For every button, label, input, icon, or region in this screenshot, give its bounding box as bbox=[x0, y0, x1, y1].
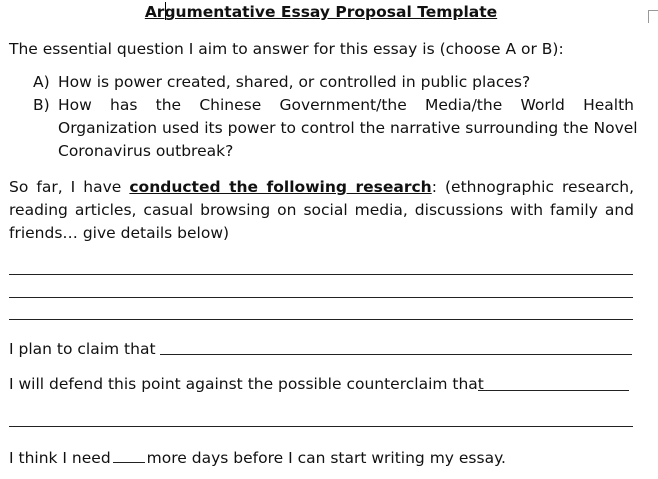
option-b-line-1: How has the Chinese Government/the Media/the World Health bbox=[58, 96, 634, 114]
research-answer-line-1[interactable] bbox=[9, 274, 633, 275]
page-corner-mark bbox=[648, 10, 658, 23]
research-line-1-rest: : (ethnographic research, bbox=[431, 178, 634, 196]
days-blank[interactable] bbox=[113, 461, 145, 463]
option-b-line-2: Organization used its power to control the narrative surrounding the Novel bbox=[58, 119, 638, 137]
research-answer-line-3[interactable] bbox=[9, 319, 633, 320]
counterclaim-answer-line[interactable] bbox=[478, 390, 629, 391]
claim-prompt: I plan to claim that bbox=[9, 340, 156, 358]
research-line-2: reading articles, casual browsing on social media, discussions with family and bbox=[9, 201, 634, 219]
option-a-label: A) bbox=[33, 73, 50, 91]
document-title: Argumentative Essay Proposal Template bbox=[144, 3, 498, 21]
research-prefix: So far, I have bbox=[9, 178, 130, 196]
research-line-1 bbox=[9, 178, 634, 196]
claim-answer-line[interactable] bbox=[160, 354, 632, 355]
research-emphasis: conducted the following research bbox=[129, 178, 432, 196]
counterclaim-prompt: I will defend this point against the possible counterclaim that bbox=[9, 375, 484, 393]
days-sentence bbox=[9, 449, 506, 467]
research-line-3: friends… give details below) bbox=[9, 224, 230, 242]
research-answer-line-2[interactable] bbox=[9, 297, 633, 298]
days-prefix: I think I need bbox=[9, 449, 111, 467]
days-suffix: more days before I can start writing my essay. bbox=[146, 449, 506, 467]
option-a-text: How is power created, shared, or controlled in public places? bbox=[58, 73, 531, 91]
option-b-line-3: Coronavirus outbreak? bbox=[58, 142, 234, 160]
question-intro: The essential question I aim to answer for this essay is (choose A or B): bbox=[9, 40, 564, 58]
counterclaim-answer-line-2[interactable] bbox=[9, 426, 633, 427]
option-b-label: B) bbox=[33, 96, 50, 114]
